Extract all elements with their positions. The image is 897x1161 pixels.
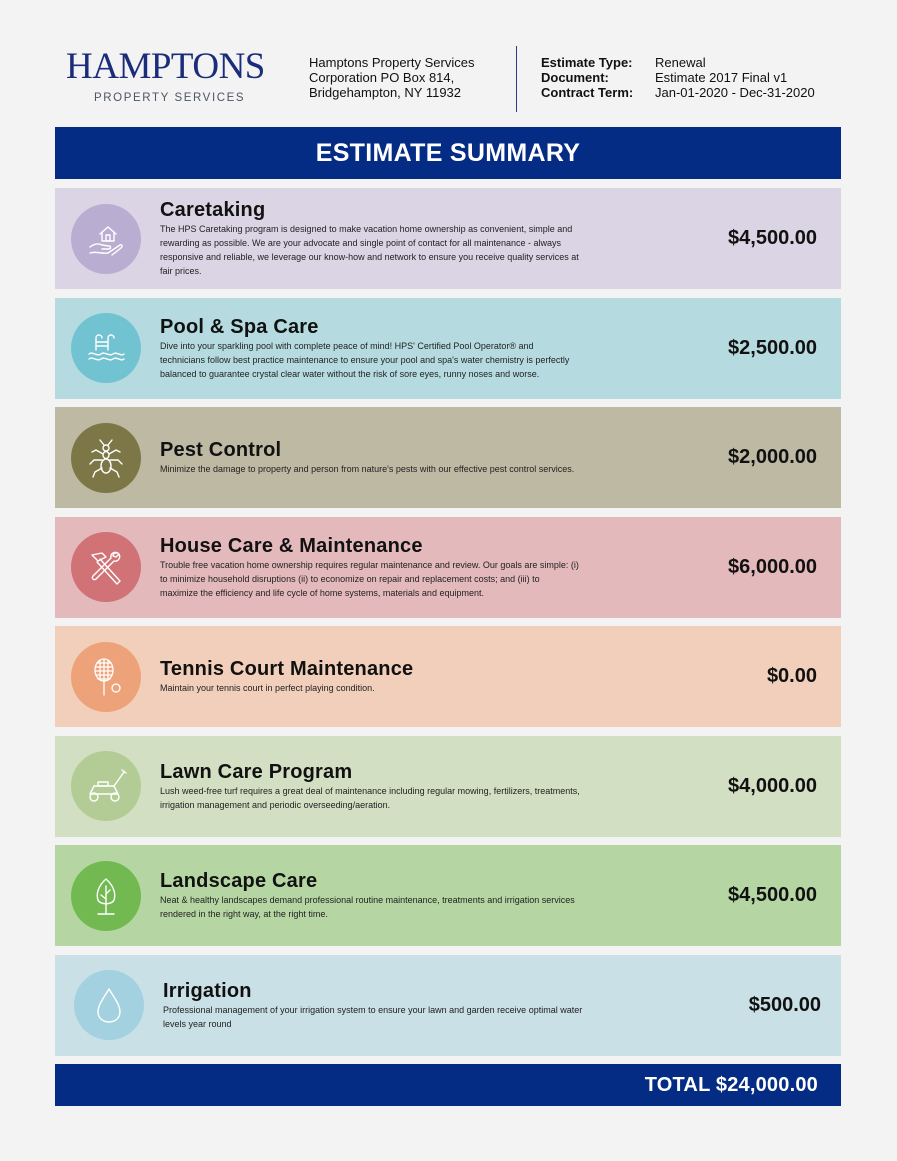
service-price: $2,000.00 [728,446,817,468]
water-drop-icon [74,970,144,1040]
service-price: $0.00 [766,665,817,687]
company-line-1: Hamptons Property Services [309,55,475,70]
service-row-pool-spa [55,298,841,399]
service-title: Irrigation [163,979,252,1002]
service-description: Minimize the damage to property and person from nature's pests with our effective pest control services. [160,464,575,474]
house-in-hand-icon [71,204,141,274]
service-title: House Care & Maintenance [160,534,423,557]
company-address [309,55,509,100]
service-description: Maintain your tennis court in perfect playing condition. [160,683,375,693]
service-price: $4,500.00 [728,227,817,249]
service-text [160,626,580,727]
lawn-mower-icon [71,751,141,821]
service-description: Neat & healthy landscapes demand professional routine maintenance, treatments and irrigation services rendered in the right way, at the right time. [160,895,575,919]
estimate-summary-banner: ESTIMATE SUMMARY [55,127,841,179]
service-text [160,407,580,508]
estimate-type-label: Estimate Type: [541,55,633,70]
service-title: Tennis Court Maintenance [160,658,414,680]
service-description: Lush weed-free turf requires a great deal of maintenance including regular mowing, fertilizers, treatments, irrigation management and periodic overseeding/aeration. [160,785,580,810]
service-description: Professional management of your irrigation system to ensure your lawn and garden receive optimal water levels year round [163,1004,583,1029]
service-text [160,188,580,289]
page-header [0,0,897,125]
service-title: Caretaking [160,199,266,221]
service-text [160,298,580,399]
tree-icon [71,861,141,931]
service-price: $500.00 [748,993,821,1016]
contract-term-value: Jan-01-2020 - Dec-31-2020 [655,85,815,100]
service-description: The HPS Caretaking program is designed to make vacation home ownership as convenient, simple and rewarding as possible. We are your advocate and single point of contact for all maintenance - always responsive and reliable, we leverage our know-how and network to ensure you receive quality services at fair prices. [160,224,579,276]
ant-icon [71,423,141,493]
total-amount: TOTAL $24,000.00 [644,1073,818,1096]
service-description: Dive into your sparkling pool with complete peace of mind! HPS' Certified Pool Operator® and technicians follow best practice maintenance to ensure your pool and spa's water chemistry is perfectly balanced to guarantee crystal clear water without the risk of sore eyes, runny noses and worse. [160,340,570,379]
service-text [160,517,580,618]
meta-row-contract-term [541,85,815,100]
service-row-tennis-court [55,626,841,727]
service-row-house-care [55,517,841,618]
meta-row-document [541,70,815,85]
logo-subtitle: PROPERTY SERVICES [94,92,246,104]
header-divider [516,46,517,112]
service-text [160,845,580,946]
service-price: $4,000.00 [728,774,817,797]
estimate-type-value: Renewal [655,55,706,70]
service-row-landscape-care [55,845,841,946]
meta-row-estimate-type [541,55,815,70]
pool-ladder-icon [71,313,141,383]
service-price: $2,500.00 [728,336,817,359]
estimate-meta [541,55,815,100]
service-title: Landscape Care [160,870,318,892]
total-bar [55,1064,841,1106]
service-title: Lawn Care Program [160,760,353,783]
service-list [55,188,841,1064]
service-row-lawn-care [55,736,841,837]
service-text [160,736,580,837]
hamptons-logo [66,46,281,110]
contract-term-label: Contract Term: [541,85,634,100]
hammer-wrench-icon [71,532,141,602]
document-label: Document: [541,70,609,85]
tennis-racket-icon [71,642,141,712]
document-value: Estimate 2017 Final v1 [655,70,788,85]
company-line-3: Bridgehampton, NY 11932 [309,85,462,100]
company-line-2: Corporation PO Box 814, [309,70,455,85]
service-description: Trouble free vacation home ownership requires regular maintenance and review. Our goals are simple: (i) to minimize household disruptions (ii) to economize on repair and replacement costs; and (iii) to maximize the efficiency and life cycle of home systems, materials and equipment. [160,559,579,598]
logo-wordmark: HAMPTONS [66,46,265,87]
service-price: $6,000.00 [728,555,817,578]
service-text [163,955,583,1056]
service-title: Pest Control [160,439,282,461]
service-row-irrigation [55,955,841,1056]
service-price: $4,500.00 [728,884,817,906]
service-row-caretaking [55,188,841,289]
service-title: Pool & Spa Care [160,315,319,338]
service-row-pest-control [55,407,841,508]
